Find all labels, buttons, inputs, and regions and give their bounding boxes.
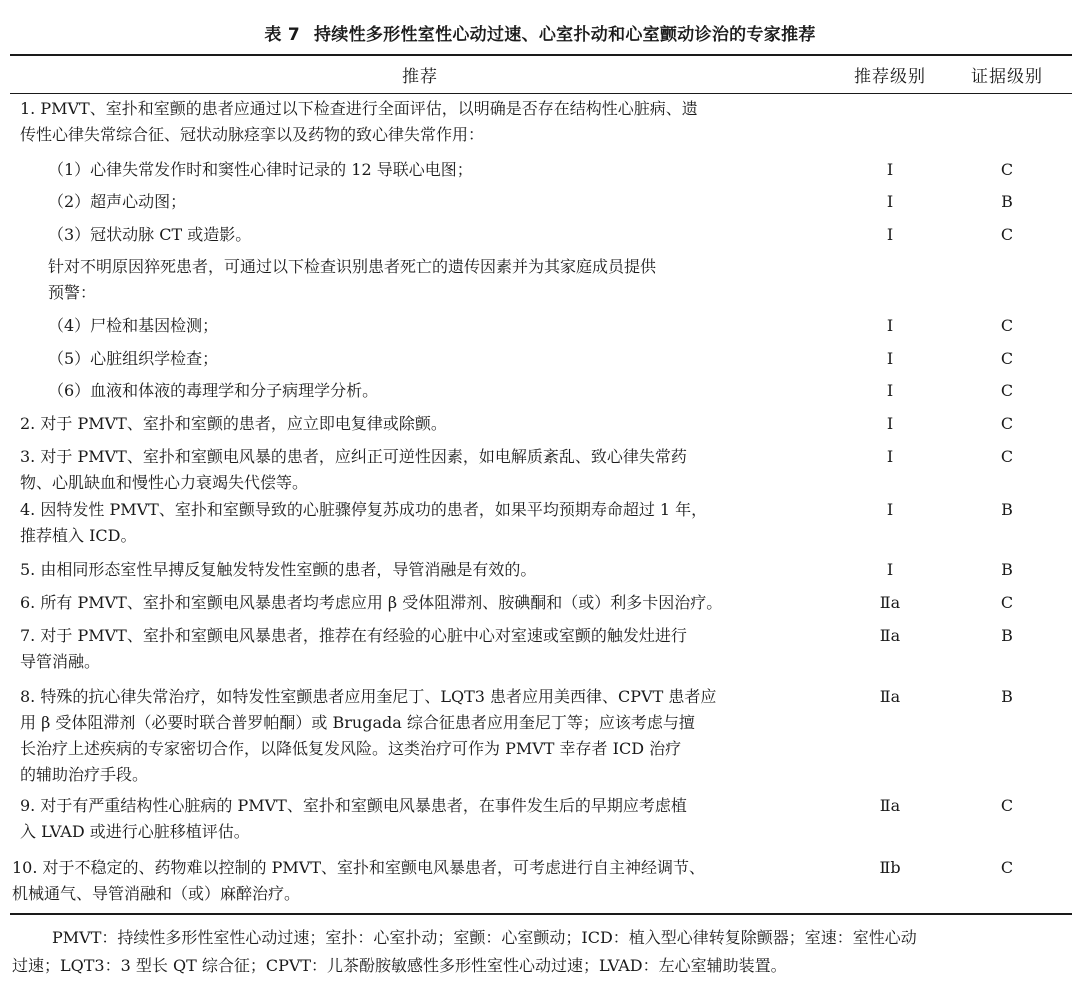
recommendation-line: 3. 对于 PMVT、室扑和室颤电风暴的患者，应纠正可逆性因素，如电解质紊乱、致心律失常药 <box>20 447 687 466</box>
recommendation-text <box>20 623 687 675</box>
recommendation-level: Ⅰ <box>886 192 894 211</box>
recommendation-line: 物、心肌缺血和慢性心力衰竭失代偿等。 <box>20 473 309 492</box>
evidence-level: C <box>1000 593 1014 612</box>
recommendation-line: 的辅助治疗手段。 <box>20 765 149 784</box>
recommendation-line: 8. 特殊的抗心律失常治疗，如特发性室颤患者应用奎尼丁、LQT3 患者应用美西律、CPVT 患者应 <box>20 687 717 706</box>
evidence-level: C <box>1000 858 1014 877</box>
recommendation-text <box>20 793 687 845</box>
table-number: 表 7 <box>264 25 300 45</box>
recommendation-line: 10. 对于不稳定的、药物难以控制的 PMVT、室扑和室颤电风暴患者，可考虑进行自主神经调节、 <box>12 858 705 877</box>
recommendation-line: 导管消融。 <box>20 652 101 671</box>
recommendation-line: 针对不明原因猝死患者，可通过以下检查识别患者死亡的遗传因素并为其家庭成员提供 <box>48 257 657 276</box>
bottom-rule <box>10 913 1072 915</box>
table-title-text: 持续性多形性室性心动过速、心室扑动和心室颤动诊治的专家推荐 <box>313 25 816 45</box>
header-evidence: 证据级别 <box>971 67 1043 87</box>
recommendation-text <box>48 346 218 372</box>
evidence-level: C <box>1000 796 1014 815</box>
recommendation-line: （4）尸检和基因检测； <box>48 316 219 335</box>
recommendation-level: Ⅰ <box>886 414 894 433</box>
evidence-level: B <box>1001 560 1013 579</box>
recommendation-line: （6）血液和体液的毒理学和分子病理学分析。 <box>48 381 379 400</box>
recommendation-text <box>48 189 186 215</box>
recommendation-text <box>20 411 447 437</box>
recommendation-line: 4. 因特发性 PMVT、室扑和室颤导致的心脏骤停复苏成功的患者，如果平均预期寿命超过 1 年， <box>20 500 708 519</box>
recommendation-line: （5）心脏组织学检查； <box>48 349 219 368</box>
recommendation-level: Ⅱa <box>879 687 901 706</box>
recommendation-text <box>20 590 722 616</box>
recommendation-text <box>48 378 378 404</box>
recommendation-level: Ⅰ <box>886 349 894 368</box>
recommendation-level: Ⅰ <box>886 560 894 579</box>
recommendation-line: 9. 对于有严重结构性心脏病的 PMVT、室扑和室颤电风暴患者，在事件发生后的早期应考虑植 <box>20 796 687 815</box>
recommendation-text <box>20 684 716 788</box>
evidence-level: C <box>1000 225 1014 244</box>
evidence-level: C <box>1000 349 1014 368</box>
recommendation-level: Ⅰ <box>886 381 894 400</box>
footnote-line-1: PMVT：持续性多形性室性心动过速；室扑：心室扑动；室颤：心室颤动；ICD：植入型心律转复除颤器；室速：室性心动 <box>52 928 917 947</box>
evidence-level: C <box>1000 316 1014 335</box>
recommendation-text <box>20 497 707 549</box>
recommendation-text <box>48 222 251 248</box>
evidence-level: B <box>1001 500 1013 519</box>
evidence-level: B <box>1001 687 1013 706</box>
recommendation-level: Ⅰ <box>886 500 894 519</box>
recommendation-line: 机械通气、导管消融和（或）麻醉治疗。 <box>12 884 301 903</box>
evidence-level: C <box>1000 447 1014 466</box>
recommendation-text <box>20 557 536 583</box>
recommendation-line: 1. PMVT、室扑和室颤的患者应通过以下检查进行全面评估，以明确是否存在结构性心脏病、遗 <box>20 99 698 118</box>
footnote <box>12 924 1070 980</box>
recommendation-line: （3）冠状动脉 CT 或造影。 <box>48 225 252 244</box>
recommendation-level: Ⅱb <box>879 858 901 877</box>
recommendation-level: Ⅱa <box>879 593 901 612</box>
recommendation-level: Ⅰ <box>886 447 894 466</box>
evidence-level: C <box>1000 414 1014 433</box>
recommendation-text <box>48 313 218 339</box>
recommendation-line: 预警： <box>48 283 97 302</box>
recommendation-line: 推荐植入 ICD。 <box>20 526 137 545</box>
evidence-level: C <box>1000 381 1014 400</box>
recommendation-line: 入 LVAD 或进行心脏移植评估。 <box>20 822 250 841</box>
recommendation-level: Ⅱa <box>879 796 901 815</box>
evidence-level: C <box>1000 160 1014 179</box>
header-level: 推荐级别 <box>854 67 926 87</box>
header-recommendation: 推荐 <box>402 67 438 87</box>
recommendation-line: 长治疗上述疾病的专家密切合作，以降低复发风险。这类治疗可作为 PMVT 幸存者 ICD 治疗 <box>20 739 682 758</box>
recommendation-line: （2）超声心动图； <box>48 192 187 211</box>
top-rule <box>10 54 1072 56</box>
footnote-line-2: 过速；LQT3：3 型长 QT 综合征；CPVT：儿茶酚胺敏感性多形性室性心动过速；LVAD：左心室辅助装置。 <box>12 956 787 975</box>
recommendation-line: 6. 所有 PMVT、室扑和室颤电风暴患者均考虑应用 β 受体阻滞剂、胺碘酮和（或）利多卡因治疗。 <box>20 593 723 612</box>
recommendation-level: Ⅰ <box>886 316 894 335</box>
recommendation-line: 7. 对于 PMVT、室扑和室颤电风暴患者，推荐在有经验的心脏中心对室速或室颤的触发灶进行 <box>20 626 687 645</box>
evidence-level: B <box>1001 192 1013 211</box>
recommendation-text <box>20 444 687 496</box>
recommendation-text <box>20 96 698 148</box>
recommendation-level: Ⅰ <box>886 225 894 244</box>
recommendation-line: 2. 对于 PMVT、室扑和室颤的患者，应立即电复律或除颤。 <box>20 414 447 433</box>
recommendation-line: 用 β 受体阻滞剂（必要时联合普罗帕酮）或 Brugada 综合征患者应用奎尼丁等；应该考虑与擅 <box>20 713 695 732</box>
recommendation-level: Ⅱa <box>879 626 901 645</box>
evidence-level: B <box>1001 626 1013 645</box>
recommendation-text <box>48 254 656 306</box>
table-title <box>0 20 1080 45</box>
recommendation-line: 传性心律失常综合征、冠状动脉痉挛以及药物的致心律失常作用： <box>20 125 485 144</box>
recommendation-text <box>48 157 473 183</box>
recommendation-text <box>12 855 705 907</box>
recommendation-line: （1）心律失常发作时和窦性心律时记录的 12 导联心电图； <box>48 160 473 179</box>
recommendation-line: 5. 由相同形态室性早搏反复触发特发性室颤的患者，导管消融是有效的。 <box>20 560 537 579</box>
recommendation-level: Ⅰ <box>886 160 894 179</box>
header-rule <box>10 93 1072 94</box>
